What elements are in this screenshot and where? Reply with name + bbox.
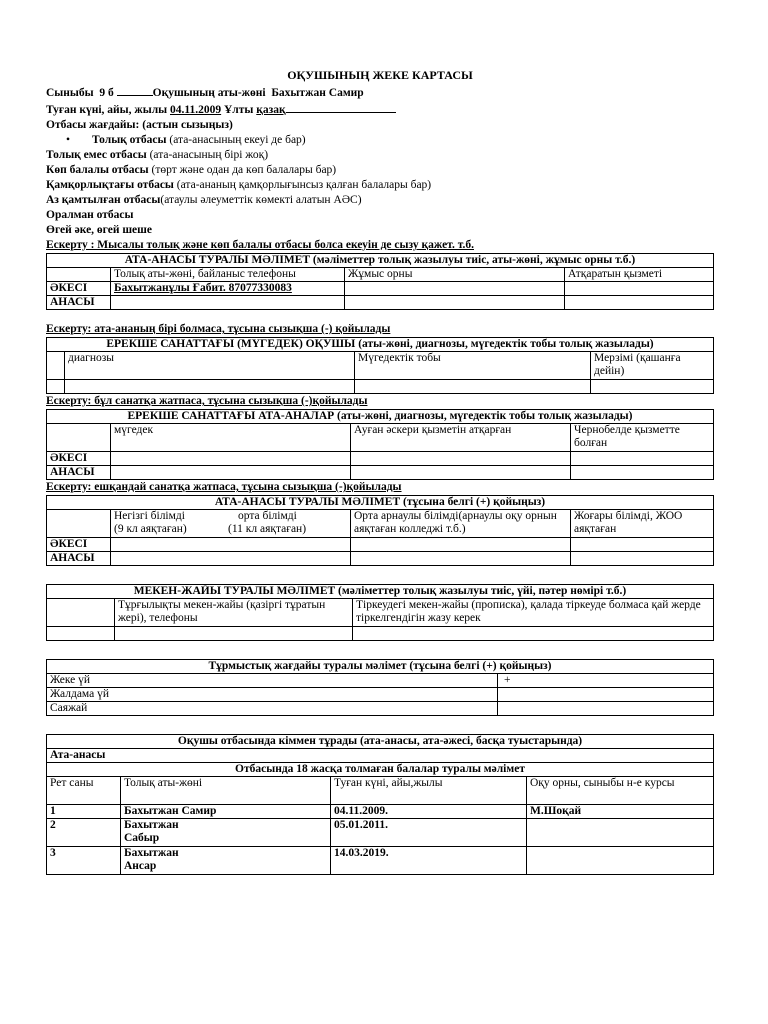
parents-father-name: Бахытжанұлы Ғабит. 87077330083 — [111, 282, 345, 296]
family-full-label: Толық отбасы — [92, 134, 167, 146]
children-col-birth: Туған күні, айы,жылы — [331, 777, 527, 805]
special-student-col-term: Мерзімі (қашанға дейін) — [591, 352, 714, 380]
education-basic-label: Негізгі білімді — [114, 510, 185, 522]
child-name-line1: Бахытжан Самир — [124, 805, 217, 817]
note-3: Ескерту: бұл санатқа жатпаса, тұсына сызықша (-)қойылады — [46, 395, 368, 407]
parents-mother-label: АНАСЫ — [47, 296, 111, 310]
special-parents-col-disabled: мүгедек — [111, 424, 351, 452]
housing-row-mark: + — [498, 674, 714, 688]
child-name-line1: Бахытжан — [124, 819, 179, 831]
birth-line — [46, 101, 714, 118]
children-table — [46, 734, 714, 875]
child-name-line2: Сабыр — [124, 832, 160, 844]
child-school — [527, 847, 714, 875]
child-num: 1 — [47, 805, 121, 819]
child-name — [121, 819, 331, 847]
address-header-title: МЕКЕН-ЖАЙЫ ТУРАЛЫ МӘЛІМЕТ — [133, 585, 336, 597]
class-value: 9 б — [99, 87, 114, 99]
education-secondary-label: орта білімді — [238, 510, 297, 522]
address-col-current: Тұрғылықты мекен-жайы (қазіргі тұратын жері), телефоны — [115, 599, 353, 627]
nation-label: Ұлты — [224, 104, 254, 116]
housing-row-label: Жалдама үй — [47, 688, 498, 702]
family-full — [46, 133, 714, 148]
special-parents-header: ЕРЕКШЕ САНАТТАҒЫ АТА-АНАЛАР (аты-жөні, диагнозы, мүгедектік тобы толық жазылады) — [47, 410, 714, 424]
child-school — [527, 819, 714, 847]
special-parents-mother-label: АНАСЫ — [47, 466, 111, 480]
special-parents-col-afghan: Ауған әскери қызметін атқарған — [351, 424, 571, 452]
children-col-school: Оқу орны, сыныбы н-е курсы — [527, 777, 714, 805]
note-2: Ескерту: ата-ананың бірі болмаса, тұсына сызықша (-) қойылады — [46, 323, 391, 335]
class-name-line — [46, 84, 714, 101]
parents-col-name: Толық аты-жөні, байланыс телефоны — [111, 268, 345, 282]
family-large — [46, 163, 714, 178]
special-student-table — [46, 337, 714, 394]
parents-col-position: Атқаратын қызметі — [565, 268, 714, 282]
parents-col-work: Жұмыс орны — [345, 268, 565, 282]
education-header-note: (тұсына белгі (+) қойыңыз) — [403, 496, 546, 508]
parents-father-label: ӘКЕСІ — [47, 282, 111, 296]
special-parents-father-label: ӘКЕСІ — [47, 452, 111, 466]
birth-value: 04.11.2009 — [170, 104, 222, 116]
family-guard-note: (ата-ананың қамқорлығынсыз қалған балалары бар) — [176, 179, 432, 191]
family-note: Ескерту : Мысалы толық және көп балалы отбасы болса екеуін де сызу қажет. т.б. — [46, 239, 474, 251]
housing-row-mark — [498, 702, 714, 716]
education-col-vocational: Орта арнаулы білімді(арнаулы оқу орнын аяқтаған колледжі т.б.) — [351, 510, 571, 538]
address-header-note: (мәліметтер толық жазылуы тиіс, үйі, пәтер нөмірі т.б.) — [338, 585, 627, 597]
class-blank — [117, 84, 153, 96]
family-guard — [46, 178, 714, 193]
housing-row-label: Жеке үй — [47, 674, 498, 688]
parents-header — [47, 254, 714, 268]
family-incomplete-note: (ата-анасының бірі жоқ) — [149, 149, 269, 161]
child-birth: 14.03.2019. — [331, 847, 527, 875]
name-label: Оқушының аты-жөні — [152, 87, 266, 99]
child-num: 3 — [47, 847, 121, 875]
family-heading: Отбасы жағдайы: (астын сызыңыз) — [46, 119, 233, 131]
housing-table — [46, 659, 714, 716]
education-header — [47, 496, 714, 510]
birth-label: Туған күні, айы, жылы — [46, 104, 168, 116]
family-oralman: Оралман отбасы — [46, 209, 134, 221]
lives-with-value: Ата-анасы — [47, 749, 714, 763]
housing-row-label: Саяжай — [47, 702, 498, 716]
family-step: Өгей әке, өгей шеше — [46, 224, 152, 236]
child-name — [121, 805, 331, 819]
family-full-note: (ата-анасының екеуі де бар) — [169, 134, 306, 146]
child-name — [121, 847, 331, 875]
nation-blank — [286, 101, 396, 113]
parents-header-title: АТА-АНАСЫ ТУРАЛЫ МӘЛІМЕТ — [124, 254, 311, 266]
child-name-line2: Ансар — [124, 860, 157, 872]
address-col-registered: Тіркеудегі мекен-жайы (прописка), қалада тіркеуде болмаса қай жерде тіркелгендігін жазу керек — [353, 599, 714, 627]
child-name-line1: Бахытжан — [124, 847, 179, 859]
name-value: Бахытжан Самир — [271, 87, 364, 99]
education-table — [46, 495, 714, 566]
children-col-name: Толық аты-жөні — [121, 777, 331, 805]
children-col-num: Рет саны — [47, 777, 121, 805]
children-header: Отбасында 18 жасқа толмаған балалар туралы мәлімет — [47, 763, 714, 777]
special-student-header: ЕРЕКШЕ САНАТТАҒЫ (МҮГЕДЕК) ОҚУШЫ (аты-жөні, диагнозы, мүгедектік тобы толық жазылады) — [47, 338, 714, 352]
education-mother-label: АНАСЫ — [47, 552, 111, 566]
education-header-title: АТА-АНАСЫ ТУРАЛЫ МӘЛІМЕТ — [214, 496, 401, 508]
housing-header: Тұрмыстық жағдайы туралы мәлімет (тұсына белгі (+) қойыңыз) — [47, 660, 714, 674]
special-student-col-diagnosis: диагнозы — [65, 352, 355, 380]
family-poor — [46, 193, 714, 208]
family-large-label: Көп балалы отбасы — [46, 164, 149, 176]
education-father-label: ӘКЕСІ — [47, 538, 111, 552]
page-title: ОҚУШЫНЫҢ ЖЕКЕ КАРТАСЫ — [287, 68, 473, 82]
family-poor-label: Аз қамтылған отбасы — [46, 194, 161, 206]
address-header — [47, 585, 714, 599]
parents-table — [46, 253, 714, 310]
child-school: М.Шоқай — [527, 805, 714, 819]
student-card — [46, 68, 714, 875]
education-secondary-note: (11 кл аяқтаған) — [228, 523, 307, 535]
special-parents-table — [46, 409, 714, 480]
family-guard-label: Қамқорлықтағы отбасы — [46, 179, 174, 191]
family-large-note: (төрт және одан да көп балалары бар) — [151, 164, 337, 176]
education-basic-note: (9 кл аяқтаған) — [114, 523, 187, 535]
table-row — [47, 805, 714, 819]
note-4: Ескерту: ешқандай санатқа жатпаса, тұсына сызықша (-)қойылады — [46, 481, 402, 493]
housing-row-mark — [498, 688, 714, 702]
table-row — [47, 847, 714, 875]
parents-header-note: (мәліметтер толық жазылуы тиіс, аты-жөні, жұмыс орны т.б.) — [312, 254, 636, 266]
lives-with-header: Оқушы отбасында кіммен тұрады (ата-анасы, ата-әжесі, басқа туыстарында) — [47, 735, 714, 749]
child-birth: 04.11.2009. — [331, 805, 527, 819]
class-label: Сыныбы — [46, 87, 94, 99]
family-poor-note: (атаулы әлеуметтік көмекті алатын АӘС) — [160, 194, 362, 206]
address-table — [46, 584, 714, 641]
family-incomplete — [46, 148, 714, 163]
education-col-basic — [111, 510, 351, 538]
special-student-col-group: Мүгедектік тобы — [355, 352, 591, 380]
table-row — [47, 819, 714, 847]
special-parents-col-chernobyl: Чернобелде қызметте болған — [571, 424, 714, 452]
nation-value: қазақ — [256, 104, 286, 116]
family-incomplete-label: Толық емес отбасы — [46, 149, 147, 161]
child-birth: 05.01.2011. — [331, 819, 527, 847]
child-num: 2 — [47, 819, 121, 847]
education-col-higher: Жоғары білімді, ЖОО аяқтаған — [571, 510, 714, 538]
